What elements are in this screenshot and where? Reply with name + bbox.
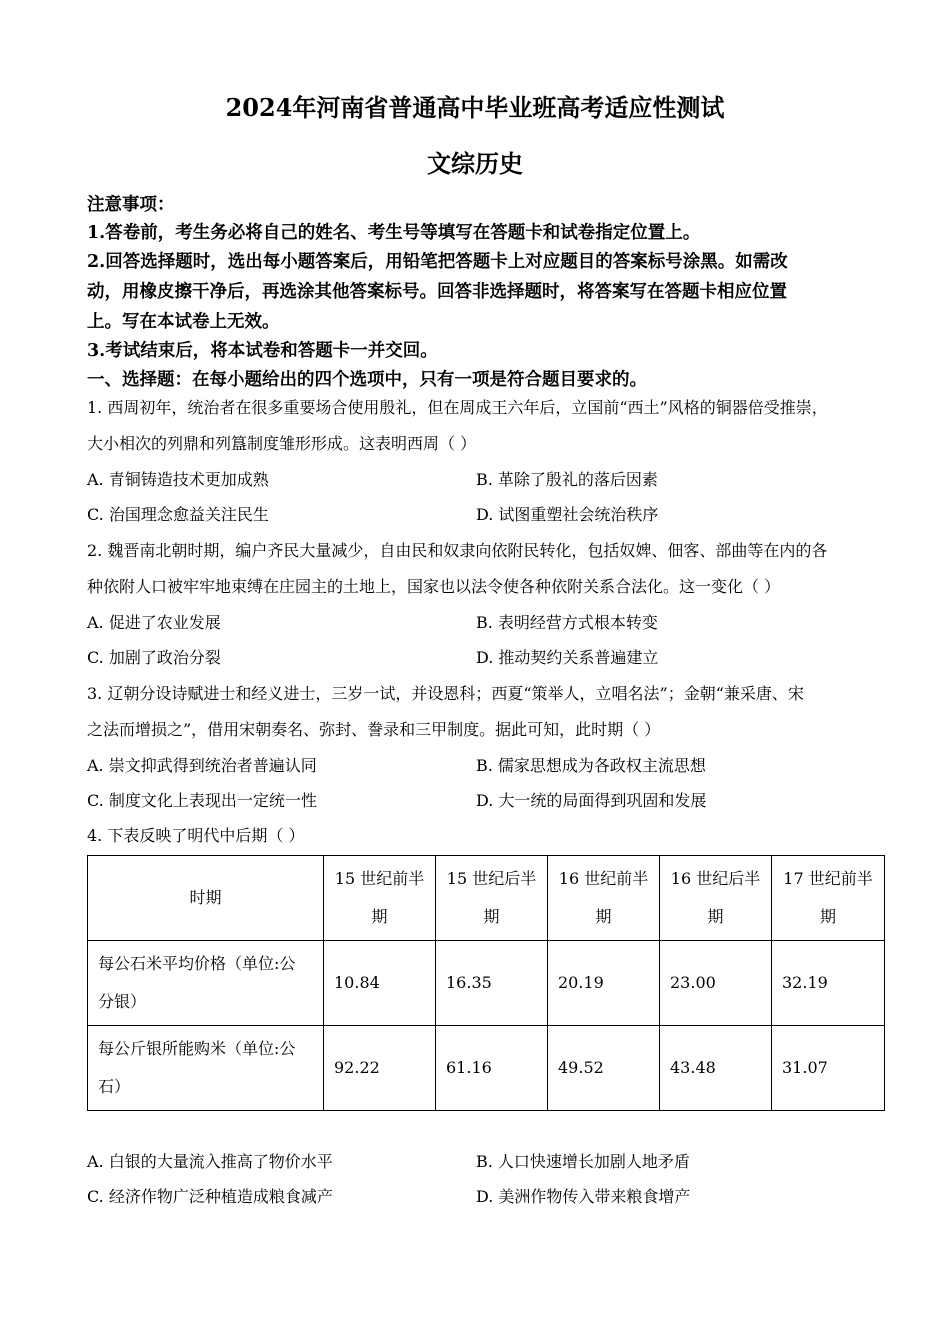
exam-title: 2024年河南省普通高中毕业班高考适应性测试 bbox=[225, 93, 725, 122]
table-header-period bbox=[660, 856, 772, 941]
q3-stem-line-1: 3. 辽朝分设诗赋进士和经义进士，三岁一试，并设恩科；西夏“策举人，立唱名法”；金朝“兼采唐、宋 bbox=[87, 684, 804, 703]
period-line-2: 期 bbox=[483, 907, 500, 926]
table-cell: 61.16 bbox=[436, 1026, 548, 1111]
period-line-1: 16 世纪后半 bbox=[670, 869, 761, 888]
period-line-1: 15 世纪后半 bbox=[446, 869, 537, 888]
exam-subject: 文综历史 bbox=[427, 149, 523, 178]
period-line-1: 15 世纪前半 bbox=[334, 869, 425, 888]
table-cell: 23.00 bbox=[660, 941, 772, 1026]
q1-stem-line-2: 大小相次的列鼎和列簋制度雏形形成。这表明西周（ ） bbox=[87, 434, 477, 453]
table-row bbox=[88, 1026, 885, 1111]
q4-option-a: A. 白银的大量流入推高了物价水平 bbox=[87, 1152, 333, 1171]
table-header-period bbox=[772, 856, 885, 941]
q3-option-c: C. 制度文化上表现出一定统一性 bbox=[87, 791, 317, 810]
q3-stem-line-2: 之法而增损之”，借用宋朝奏名、弥封、誊录和三甲制度。据此可知，此时期（ ） bbox=[87, 720, 661, 739]
q1-option-b: B. 革除了殷礼的落后因素 bbox=[476, 470, 658, 489]
row-label bbox=[88, 941, 324, 1026]
row-label-line-1: 每公斤银所能购米（单位:公 bbox=[98, 1039, 296, 1058]
q1-stem-line-1: 1. 西周初年，统治者在很多重要场合使用殷礼，但在周成王六年后，立国前“西土”风格的铜器倍受推崇， bbox=[87, 398, 828, 417]
table-header-period bbox=[436, 856, 548, 941]
q2-option-d: D. 推动契约关系普遍建立 bbox=[476, 648, 659, 667]
period-line-2: 期 bbox=[371, 907, 388, 926]
period-line-2: 期 bbox=[595, 907, 612, 926]
period-line-2: 期 bbox=[707, 907, 724, 926]
q2-option-c: C. 加剧了政治分裂 bbox=[87, 648, 221, 667]
q4-option-d: D. 美洲作物传入带来粮食增产 bbox=[476, 1187, 691, 1206]
table-cell: 10.84 bbox=[324, 941, 436, 1026]
row-label-line-2: 石） bbox=[98, 1077, 131, 1096]
table-header-period bbox=[548, 856, 660, 941]
q1-option-d: D. 试图重塑社会统治秩序 bbox=[476, 505, 659, 524]
period-line-1: 16 世纪前半 bbox=[558, 869, 649, 888]
table-cell: 43.48 bbox=[660, 1026, 772, 1111]
q4-option-c: C. 经济作物广泛种植造成粮食减产 bbox=[87, 1187, 333, 1206]
q3-option-b: B. 儒家思想成为各政权主流思想 bbox=[476, 756, 706, 775]
q4-option-b: B. 人口快速增长加剧人地矛盾 bbox=[476, 1152, 690, 1171]
notice-heading: 注意事项： bbox=[87, 195, 175, 215]
table-header-period bbox=[324, 856, 436, 941]
row-label bbox=[88, 1026, 324, 1111]
table-cell: 16.35 bbox=[436, 941, 548, 1026]
notice-item-2-cont: 动，用橡皮擦干净后，再选涂其他答案标号。回答非选择题时，将答案写在答题卡相应位置 bbox=[87, 282, 787, 302]
table-cell: 31.07 bbox=[772, 1026, 885, 1111]
table-cell: 32.19 bbox=[772, 941, 885, 1026]
table-row bbox=[88, 941, 885, 1026]
q3-option-a: A. 崇文抑武得到统治者普遍认同 bbox=[87, 756, 317, 775]
q2-stem-line-1: 2. 魏晋南北朝时期，编户齐民大量减少，自由民和奴隶向依附民转化，包括奴婢、佃客、部曲等在内的各 bbox=[87, 541, 828, 560]
q4-stem-line-1: 4. 下表反映了明代中后期（ ） bbox=[87, 826, 305, 845]
section-heading: 一、选择题：在每小题给出的四个选项中，只有一项是符合题目要求的。 bbox=[87, 370, 647, 390]
notice-item-3: 3.考试结束后，将本试卷和答题卡一并交回。 bbox=[87, 341, 438, 361]
q1-option-a: A. 青铜铸造技术更加成熟 bbox=[87, 470, 269, 489]
notice-item-2: 2.回答选择题时，选出每小题答案后，用铅笔把答题卡上对应题目的答案标号涂黑。如需改 bbox=[87, 252, 788, 272]
notice-item-2-end: 上。写在本试卷上无效。 bbox=[87, 312, 280, 332]
table-cell: 20.19 bbox=[548, 941, 660, 1026]
q2-stem-line-2: 种依附人口被牢牢地束缚在庄园主的土地上，国家也以法令使各种依附关系合法化。这一变化（ ） bbox=[87, 577, 781, 596]
table-cell: 92.22 bbox=[324, 1026, 436, 1111]
notice-item-1: 1.答卷前，考生务必将自己的姓名、考生号等填写在答题卡和试卷指定位置上。 bbox=[87, 223, 701, 243]
row-label-line-2: 分银） bbox=[98, 992, 147, 1011]
q2-option-a: A. 促进了农业发展 bbox=[87, 613, 221, 632]
q1-option-c: C. 治国理念愈益关注民生 bbox=[87, 505, 269, 524]
price-table bbox=[87, 855, 885, 1111]
q2-option-b: B. 表明经营方式根本转变 bbox=[476, 613, 658, 632]
period-line-2: 期 bbox=[819, 907, 836, 926]
period-line-1: 17 世纪前半 bbox=[783, 869, 873, 888]
table-header-row bbox=[88, 856, 885, 941]
table-cell: 49.52 bbox=[548, 1026, 660, 1111]
table-header-label: 时期 bbox=[88, 856, 324, 941]
row-label-line-1: 每公石米平均价格（单位:公 bbox=[98, 954, 296, 973]
q3-option-d: D. 大一统的局面得到巩固和发展 bbox=[476, 791, 707, 810]
